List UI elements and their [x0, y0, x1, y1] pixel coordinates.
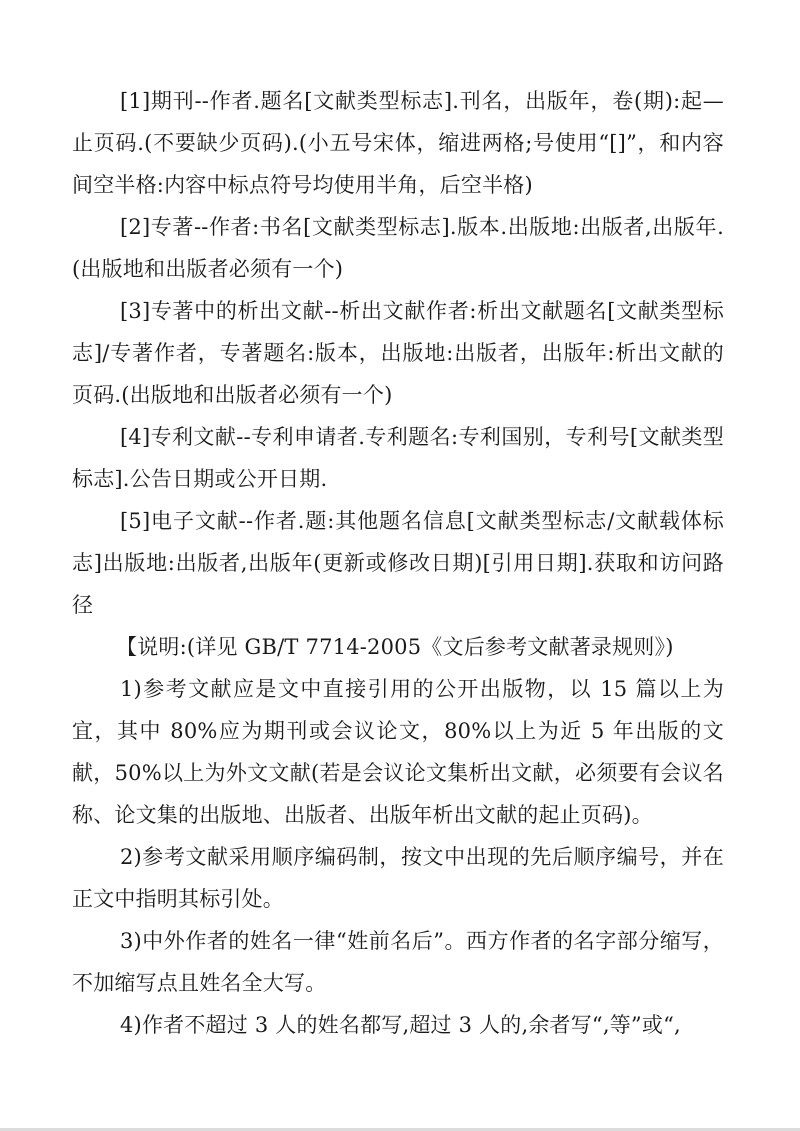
reference-format-monograph-chapter: [3]专著中的析出文献--析出文献作者:析出文献题名[文献类型标志]/专著作者，专著题名:版本，出版地:出版者，出版年:析出文献的页码.(出版地和出版者必须有一个): [72, 299, 724, 407]
note-item-4: 4)作者不超过 3 人的姓名都写,超过 3 人的,余者写“,等”或“,: [120, 1013, 681, 1037]
note-item-2: 2)参考文献采用顺序编码制，按文中出现的先后顺序编号，并在正文中指明其标引处。: [72, 845, 724, 911]
document-page: [72, 80, 724, 1046]
reference-format-patent: [4]专利文献--专利申请者.专利题名:专利国别，专利号[文献类型标志].公告日期或公开日期.: [72, 425, 724, 491]
note-item-1: 1)参考文献应是文中直接引用的公开出版物，以 15 篇以上为宜，其中 80%应为期刊或会议论文，80%以上为近 5 年出版的文献，50%以上为外文文献(若是会议论文集析出文献，必须要有会议名称、论文集的出版地、出版者、出版年析出文献的起止页码)。: [72, 677, 724, 827]
reference-format-monograph: [2]专著--作者:书名[文献类型标志].版本.出版地:出版者,出版年.(出版地和出版者必须有一个): [72, 215, 724, 281]
note-item-3: 3)中外作者的姓名一律“姓前名后”。西方作者的名字部分缩写，不加缩写点且姓名全大写。: [72, 929, 724, 995]
reference-format-electronic: [5]电子文献--作者.题:其他题名信息[文献类型标志/文献载体标志]出版地:出版者,出版年(更新或修改日期)[引用日期].获取和访问路径: [72, 509, 724, 617]
notes-heading: 【说明:(详见 GB/T 7714-2005《文后参考文献著录规则》): [116, 635, 674, 659]
reference-format-journal: [1]期刊--作者.题名[文献类型标志].刊名，出版年，卷(期):起—止页码.(不要缺少页码).(小五号宋体，缩进两格;号使用“[]”，和内容间空半格:内容中标点符号均使用半角，后空半格): [72, 89, 724, 197]
